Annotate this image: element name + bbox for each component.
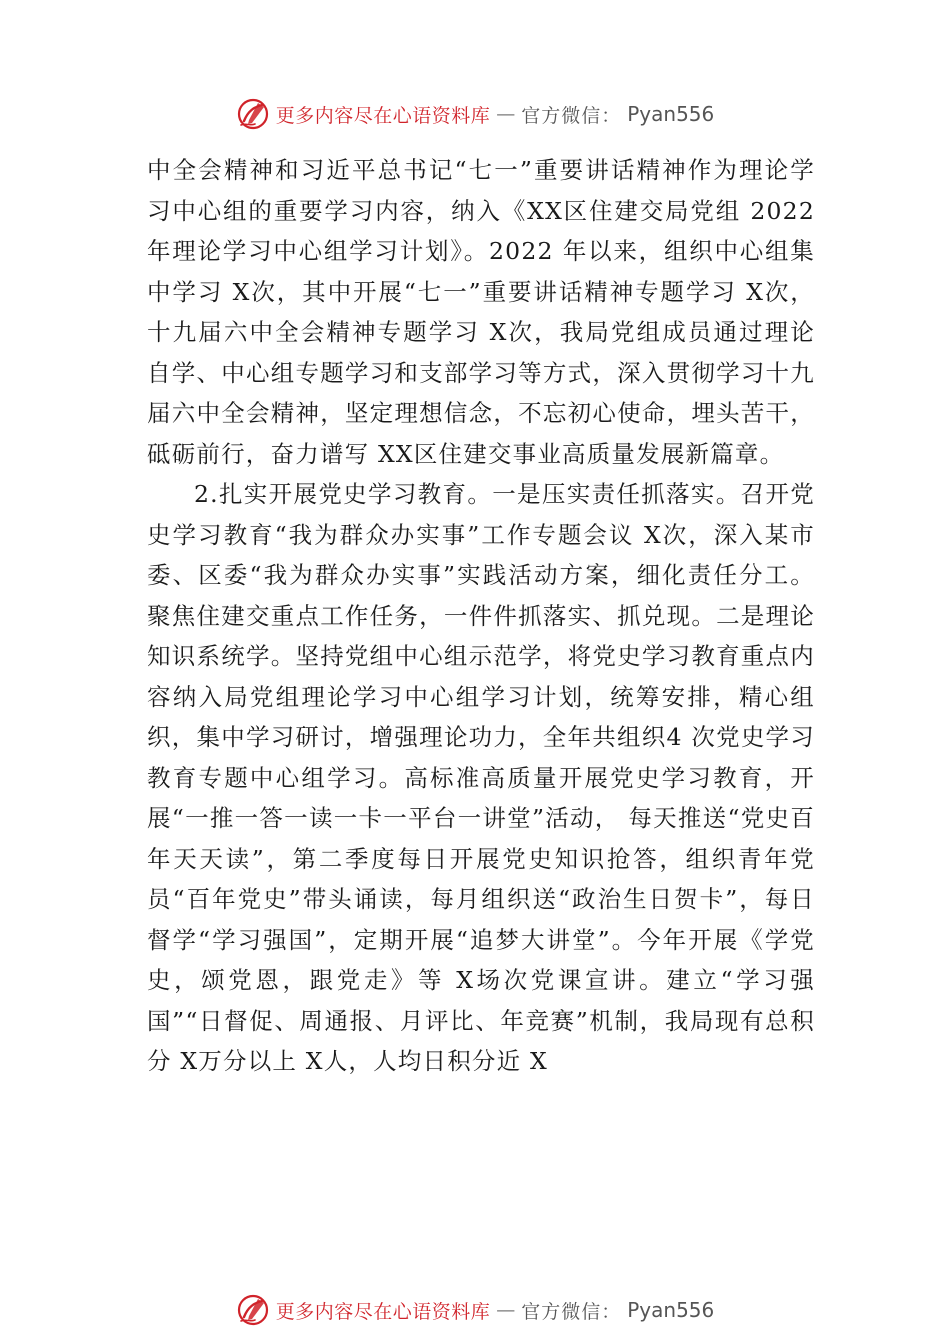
watermark-wechat-id: Pyan556 <box>627 1298 715 1322</box>
pen-seal-icon <box>236 97 270 131</box>
watermark-channel: 官方微信： <box>521 1300 622 1323</box>
document-body <box>147 150 815 1082</box>
watermark-wechat-id: Pyan556 <box>627 102 715 126</box>
watermark-brand: 更多内容尽在心语资料库 <box>275 104 491 127</box>
paragraph-continuation: 中全会精神和习近平总书记“七一”重要讲话精神作为理论学习中心组的重要学习内容，纳入《XX区住建交局党组 2022年理论学习中心组学习计划》。2022 年以来，组织中心组集中学习 X次，其中开展“七一”重要讲话精神专题学习 X次，十九届六中全会精神专题学习 X次，我局党组成员通过理论自学、中心组专题学习和支部学习等方式，深入贯彻学习十九届六中全会精神，坚定理想信念，不忘初心使命，埋头苦干，砥砺前行，奋力谱写 XX区住建交事业高质量发展新篇章。 <box>147 156 815 468</box>
paragraph-party-history: 2.扎实开展党史学习教育。一是压实责任抓落实。召开党史学习教育“我为群众办实事”工作专题会议 X次，深入某市委、区委“我为群众办实事”实践活动方案，细化责任分工。聚焦住建交重点工作任务，一件件抓落实、抓兑现。二是理论知识系统学。坚持党组中心组示范学，将党史学习教育重点内容纳入局党组理论学习中心组学习计划，统筹安排，精心组织，集中学习研讨，增强理论功力，全年共组织4 次党史学习教育专题中心组学习。高标准高质量开展党史学习教育，开展“一推一答一读一卡一平台一讲堂”活动， 每天推送“党史百年天天读”，第二季度每日开展党史知识抢答，组织青年党员“百年党史”带头诵读，每月组织送“政治生日贺卡”，每日督学“学习强国”，定期开展“追梦大讲堂”。今年开展《学党史，颂党恩，跟党走》等 X场次党课宣讲。建立“学习强国”“日督促、周通报、月评比、年竞赛”机制，我局现有总积分 X万分以上 X人，人均日积分近 X <box>147 480 815 1075</box>
watermark-header <box>0 94 950 134</box>
watermark-footer <box>0 1290 950 1330</box>
watermark-brand: 更多内容尽在心语资料库 <box>275 1300 491 1323</box>
watermark-dash: — <box>496 103 516 125</box>
watermark-channel: 官方微信： <box>521 104 622 127</box>
pen-seal-icon <box>236 1293 270 1327</box>
watermark-dash: — <box>496 1299 516 1321</box>
